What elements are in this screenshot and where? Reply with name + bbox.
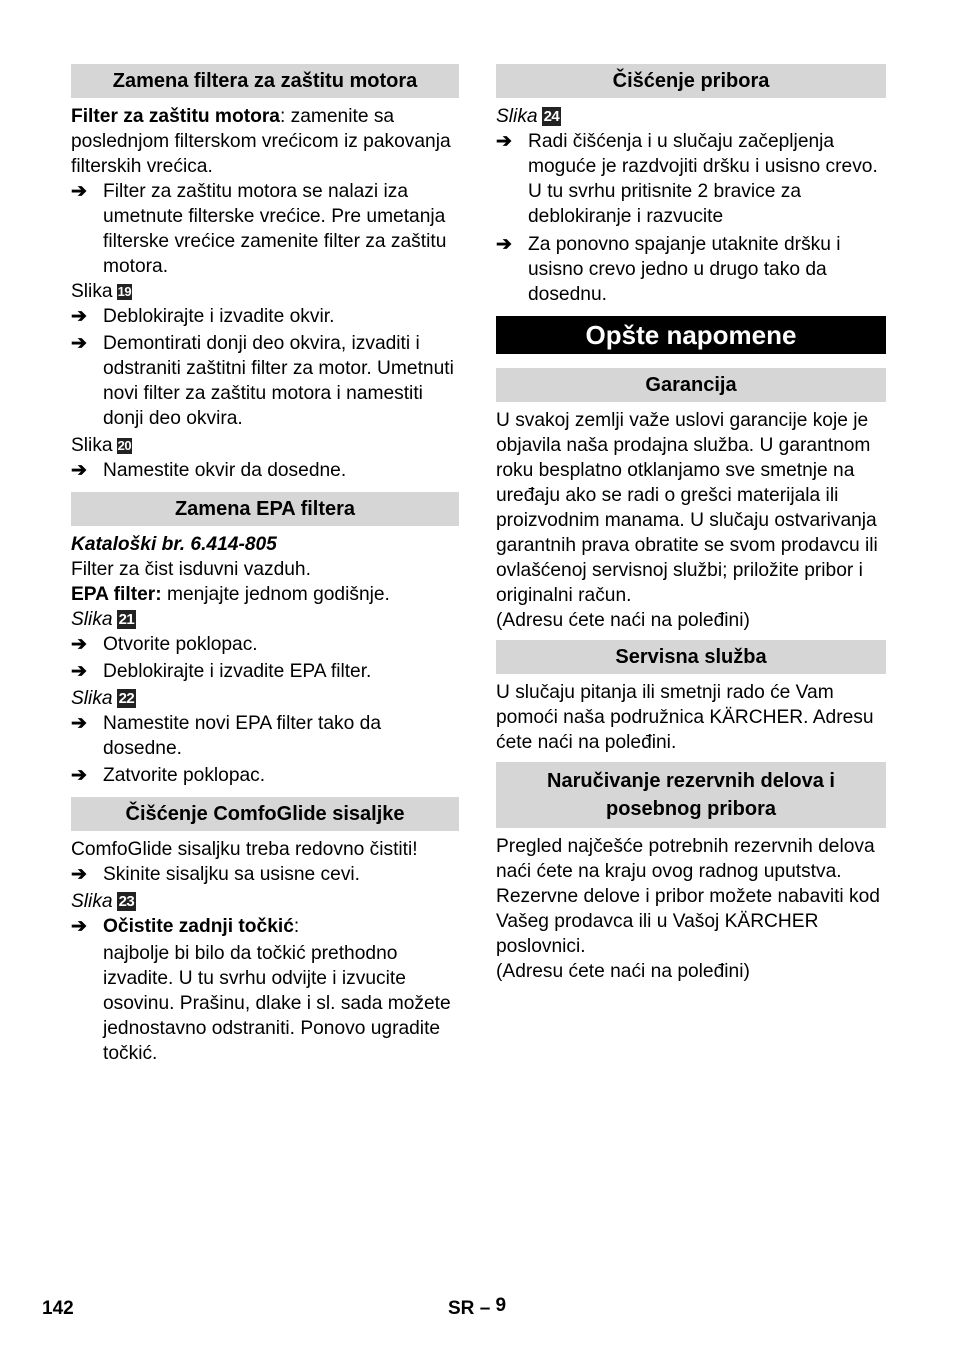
- arrow-icon: ➔: [71, 765, 88, 786]
- warranty-text: U svakoj zemlji važe uslovi garancije koje je objavila naša prodajna služba. U garantnom roku besplatno otklanjamo sve smetnje na uređaju ako se radi o grešci materijala ili proizvodnim manama. U slučaju ostvarivanja garantnih prava obratite se svom prodavcu ili ovlašćenoj servisnoj službi; priložite pribor i originalni račun.: [496, 410, 878, 606]
- catalog-number: [71, 532, 459, 557]
- step: [71, 711, 459, 761]
- left-column: [71, 64, 459, 1066]
- figure-ref: [71, 686, 459, 711]
- warranty-address: (Adresu ćete naći na poleđini): [496, 610, 750, 631]
- step: [71, 659, 459, 684]
- section-heading-comfoglide: Čišćenje ComfoGlide sisaljke: [71, 797, 459, 831]
- chapter-title-general-notes: Opšte napomene: [496, 316, 886, 354]
- step-text: Za ponovno spajanje utaknite dršku i usisno crevo jedno u drugo tako da dosednu.: [528, 234, 841, 305]
- arrow-icon: ➔: [496, 131, 513, 152]
- arrow-icon: ➔: [71, 306, 88, 327]
- note-rest: menjajte jednom godišnje.: [161, 584, 390, 605]
- step: [71, 763, 459, 788]
- figure-number-badge: 21: [118, 611, 135, 628]
- figure-label: Slika: [71, 609, 113, 630]
- figure-number-badge: 19: [117, 284, 132, 299]
- figure-number-badge: 23: [118, 893, 135, 910]
- step-text: Deblokirajte i izvadite okvir.: [103, 306, 335, 327]
- ordering-text-1: Pregled najčešće potrebnih rezervnih delova naći ćete na kraju ovog radnog uputstva.: [496, 836, 875, 882]
- step-text: Radi čišćenja i u slučaju začepljenja moguće je razdvojiti dršku i usisno crevo. U tu svrhu pritisnite 2 bravice za deblokiranje i razvucite: [528, 131, 878, 227]
- figure-ref: [71, 279, 459, 304]
- right-column: [496, 64, 886, 984]
- dash: –: [479, 1298, 491, 1319]
- step: [71, 331, 459, 431]
- catalog-text: Kataloški br. 6.414-805: [71, 534, 277, 555]
- figure-number-badge: 22: [118, 690, 135, 707]
- epa-note: [71, 582, 459, 607]
- section-code: SR: [448, 1298, 475, 1319]
- section-heading-warranty: Garancija: [496, 368, 886, 402]
- figure-number-badge: 20: [117, 438, 132, 453]
- section-page-number: 9: [495, 1295, 507, 1316]
- figure-label: Slika: [71, 688, 113, 709]
- figure-label: Slika: [71, 435, 113, 456]
- figure-label: Slika: [71, 281, 113, 302]
- arrow-icon: ➔: [496, 234, 513, 255]
- step: [71, 179, 459, 279]
- figure-ref: [71, 889, 459, 914]
- figure-ref: [496, 104, 886, 129]
- intro-bold: Filter za zaštitu motora: [71, 106, 280, 127]
- ordering-address: (Adresu ćete naći na poleđini): [496, 961, 750, 982]
- section-heading-motor-filter: Zamena filtera za zaštitu motora: [71, 64, 459, 98]
- step: [71, 304, 459, 329]
- page-number: 142: [42, 1298, 74, 1319]
- section-heading-accessories: Čišćenje pribora: [496, 64, 886, 98]
- comfoglide-intro: ComfoGlide sisaljku treba redovno čistiti!: [71, 839, 418, 860]
- motor-filter-intro: [71, 104, 459, 179]
- step-text: Filter za zaštitu motora se nalazi iza umetnute filterske vrećice. Pre umetanja filterske vrećice zamenite filter za zaštitu motora.: [103, 181, 447, 277]
- step-text: Demontirati donji deo okvira, izvaditi i odstraniti zaštitni filter za motor. Umetnuti novi filter za zaštitu motora i namestiti donji deo okvira.: [103, 333, 454, 429]
- arrow-icon: ➔: [71, 460, 88, 481]
- arrow-icon: ➔: [71, 713, 88, 734]
- step-text: Namestite okvir da dosedne.: [103, 460, 347, 481]
- service-text: U slučaju pitanja ili smetnji rado će Vam pomoći naša podružnica KÄRCHER. Adresu ćete naći na poleđini.: [496, 682, 874, 753]
- arrow-icon: ➔: [71, 181, 88, 202]
- ordering-text-2: Rezervne delove i pribor možete nabaviti kod Vašeg prodavca ili u Vašoj KÄRCHER poslovnici.: [496, 886, 880, 957]
- step-text: Skinite sisaljku sa usisne cevi.: [103, 864, 361, 885]
- step-text: Deblokirajte i izvadite EPA filter.: [103, 661, 372, 682]
- intro-rest: : zamenite sa poslednjom filterskom vrećicom iz pakovanja filterskih vrećica.: [71, 106, 451, 177]
- figure-number-badge: 24: [543, 108, 560, 125]
- figure-label: Slika: [496, 106, 538, 127]
- step: [71, 862, 459, 887]
- step-text: Otvorite poklopac.: [103, 634, 258, 655]
- arrow-icon: ➔: [71, 916, 88, 937]
- section-heading-ordering: Naručivanje rezervnih delova i posebnog pribora: [496, 762, 886, 828]
- section-page-marker: [448, 1295, 507, 1320]
- figure-ref: [71, 433, 459, 458]
- arrow-icon: ➔: [71, 333, 88, 354]
- section-heading-epa-filter: Zamena EPA filtera: [71, 492, 459, 526]
- step: [496, 232, 886, 307]
- arrow-icon: ➔: [71, 864, 88, 885]
- step-text: Namestite novi EPA filter tako da dosedne.: [103, 713, 381, 759]
- figure-ref: [71, 607, 459, 632]
- note-bold: EPA filter:: [71, 584, 162, 605]
- step-colon: :: [293, 916, 300, 937]
- epa-description: Filter za čist isduvni vazduh.: [71, 559, 311, 580]
- step-continuation: najbolje bi bilo da točkić prethodno izvadite. U tu svrhu odvijte i izvucite osovinu. Prašinu, dlake i sl. sada možete jednostavno odstraniti. Ponovo ugradite točkić.: [103, 943, 451, 1064]
- arrow-icon: ➔: [71, 634, 88, 655]
- step-bold: Očistite zadnji točkić: [103, 916, 294, 937]
- step: [496, 129, 886, 229]
- figure-label: Slika: [71, 891, 113, 912]
- step: [71, 458, 459, 483]
- step: [71, 914, 459, 939]
- step: [71, 632, 459, 657]
- arrow-icon: ➔: [71, 661, 88, 682]
- section-heading-service: Servisna služba: [496, 640, 886, 674]
- step-text: Zatvorite poklopac.: [103, 765, 266, 786]
